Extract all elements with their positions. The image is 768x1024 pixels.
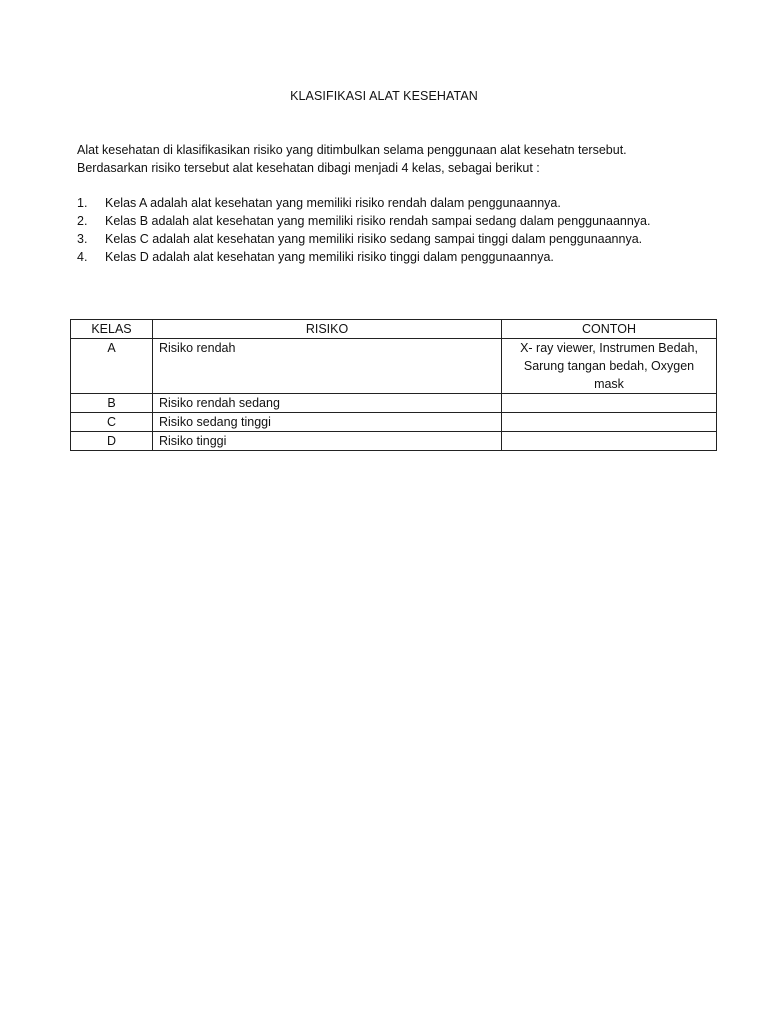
- list-item: [77, 194, 708, 212]
- table-row: [71, 339, 717, 394]
- cell-contoh: [502, 413, 717, 432]
- table-row: [71, 394, 717, 413]
- list-text: Kelas B adalah alat kesehatan yang memiliki risiko rendah sampai sedang dalam penggunaannya.: [105, 214, 651, 228]
- list-item: [77, 248, 708, 266]
- cell-contoh: X- ray viewer, Instrumen Bedah, Sarung tangan bedah, Oxygen mask: [502, 339, 717, 394]
- cell-risiko: Risiko rendah: [153, 339, 502, 394]
- cell-risiko: Risiko tinggi: [153, 432, 502, 451]
- list-text: Kelas C adalah alat kesehatan yang memiliki risiko sedang sampai tinggi dalam penggunaannya.: [105, 232, 643, 246]
- class-list: [77, 194, 708, 266]
- list-number: 3.: [77, 232, 88, 246]
- list-item: [77, 212, 708, 230]
- header-contoh: CONTOH: [502, 320, 717, 339]
- table-header-row: [71, 320, 717, 339]
- cell-contoh: [502, 432, 717, 451]
- cell-risiko: Risiko sedang tinggi: [153, 413, 502, 432]
- intro-line: Berdasarkan risiko tersebut alat kesehatan dibagi menjadi 4 kelas, sebagai berikut :: [77, 161, 540, 175]
- cell-kelas: D: [71, 432, 153, 451]
- list-item: [77, 230, 708, 248]
- intro-paragraph: [77, 141, 708, 177]
- list-number: 4.: [77, 250, 88, 264]
- classification-table: [70, 319, 717, 451]
- list-text: Kelas D adalah alat kesehatan yang memiliki risiko tinggi dalam penggunaannya.: [105, 250, 554, 264]
- cell-kelas: B: [71, 394, 153, 413]
- header-risiko: RISIKO: [153, 320, 502, 339]
- cell-risiko: Risiko rendah sedang: [153, 394, 502, 413]
- table-row: [71, 413, 717, 432]
- intro-line: Alat kesehatan di klasifikasikan risiko yang ditimbulkan selama penggunaan alat kesehatn tersebut.: [77, 143, 627, 157]
- cell-kelas: A: [71, 339, 153, 394]
- list-number: 1.: [77, 196, 88, 210]
- list-text: Kelas A adalah alat kesehatan yang memiliki risiko rendah dalam penggunaannya.: [105, 196, 561, 210]
- table-row: [71, 432, 717, 451]
- document-title: KLASIFIKASI ALAT KESEHATAN: [290, 89, 478, 103]
- cell-contoh: [502, 394, 717, 413]
- cell-kelas: C: [71, 413, 153, 432]
- list-number: 2.: [77, 214, 88, 228]
- header-kelas: KELAS: [71, 320, 153, 339]
